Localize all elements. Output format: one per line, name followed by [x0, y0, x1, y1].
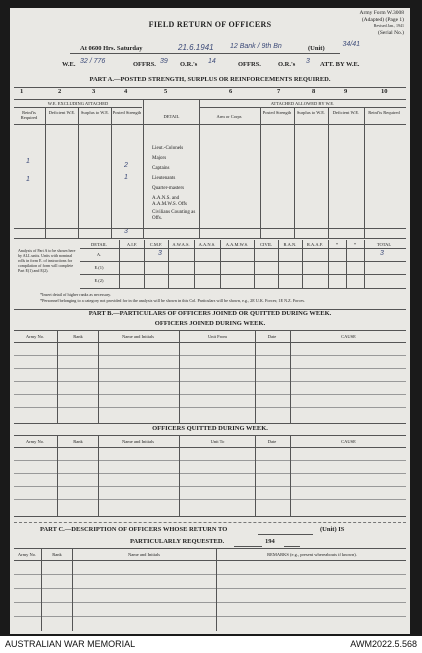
we-offrs-value: 39	[160, 58, 168, 65]
date-value: 21.6.1941	[178, 43, 214, 52]
footer-source: AUSTRALIAN WAR MEMORIAL	[5, 639, 136, 649]
rank-captains: Captains	[152, 166, 170, 171]
rank-majors: Majors	[152, 156, 167, 161]
rank-quartermasters: Quarter-masters	[152, 186, 185, 191]
we-offrs-label: OFFRS.	[133, 61, 156, 68]
part-c-heading: PART C.—DESCRIPTION OF OFFICERS WHOSE RETURN TO	[40, 526, 228, 533]
att-by-we-label: ATT. BY W.E.	[320, 61, 360, 68]
analysis-note: Analysis of Part A to be shown here by ALL units. Units with nominal rolls in form E. of instructions for compilation of form will complete Part E(1) and E(2).	[18, 248, 76, 273]
joined-title: OFFICERS JOINED DURING WEEK.	[154, 320, 266, 327]
att-ors-value: 3	[306, 58, 310, 65]
rank-nursing: A.A.N.S. and A.A.M.W.S. Offs	[152, 196, 188, 207]
we-ors-value: 14	[208, 58, 216, 65]
we-ors-label: O.R.'s	[180, 61, 198, 68]
att-ors-label: O.R.'s	[278, 61, 296, 68]
unit-value: 12 Bank / 9th Bn	[230, 43, 282, 50]
footnote-1: *Insert detail of higher ranks as necessary.	[40, 292, 112, 297]
we-label: W.E.	[62, 61, 76, 68]
at-time-label: At 0600 Hrs. Saturday	[80, 45, 143, 52]
rank-civilians: Civilians Counting as Offs.	[152, 210, 196, 221]
we-value: 32 / 776	[80, 58, 106, 65]
footer-bar	[0, 636, 422, 653]
rank-lt-col: Lieut.-Colonels	[152, 146, 184, 151]
part-c-year: 194	[265, 538, 275, 545]
quitted-table: Army No. Rank Name and Initials Unit To Date CAUSE	[25, 439, 356, 444]
joined-table: Army No. Rank Name and Initials Unit From Date CAUSE	[25, 334, 356, 339]
part-b-heading: PART B.—PARTICULARS OF OFFICERS JOINED OR QUITTED DURING WEEK.	[88, 310, 332, 317]
serial-number: 34/41	[342, 41, 360, 48]
form-title: FIELD RETURN OF OFFICERS	[148, 20, 272, 29]
att-offrs-label: OFFRS.	[238, 61, 261, 68]
document-page	[10, 8, 410, 634]
part-c-requested: PARTICULARLY REQUESTED.	[130, 538, 225, 545]
army-form-label: Army Form W.3008 (Adapted) (Page 1) Revised Jan., 1941 (Serial No.)	[359, 10, 404, 36]
quitted-title: OFFICERS QUITTED DURING WEEK.	[152, 425, 268, 432]
part-a-heading: PART A.—POSTED STRENGTH, SURPLUS OR REINFORCEMENTS REQUIRED.	[89, 76, 331, 83]
unit-label: (Unit)	[308, 45, 325, 52]
analysis-table: DETAIL A.I.F. C.M.F. A.W.A.S. A.A.N.S. A.A.M.W.S. CIVIL R.A.N. R.A.A.F. * * TOTAL A. E.(1) E.(2) 3 3	[91, 242, 392, 283]
column-numbers: 1 2 3 4 5 6 7 8 9 10	[20, 88, 388, 95]
part-c-unit-is: (Unit) IS	[320, 526, 345, 533]
rank-lieutenants: Lieutenants	[152, 176, 176, 181]
part-c-table: Army No. Rank Name and Initials REMARKS (e.g., present whereabouts if known).	[17, 552, 357, 557]
footer-accession: AWM2022.5.568	[350, 639, 417, 649]
part-a-table: W.E. EXCLUDING ATTACHED ATTACHED ALLOWED BY W.E. Reinf'ts Required Deficient W.E. Surplus to W.E. Posted Strength DETAIL Arm or Corps Posted Strength Surplus to W.E. Deficient W.E. Reinf'ts Required Lieut.-Colonels Majors Captains Lieutenants Quarter-masters A.A.N.S. and A.A.M.W.S. Offs Civilians Counting as Offs. 1 1 2 1 3	[20, 101, 400, 235]
footnote-2: *Personnel belonging to a category not provided for in the analysis will be shown in this Col. Particulars will be shown, e.g., 2E U.K. Forces; 1E N.Z. Forces.	[40, 298, 306, 303]
